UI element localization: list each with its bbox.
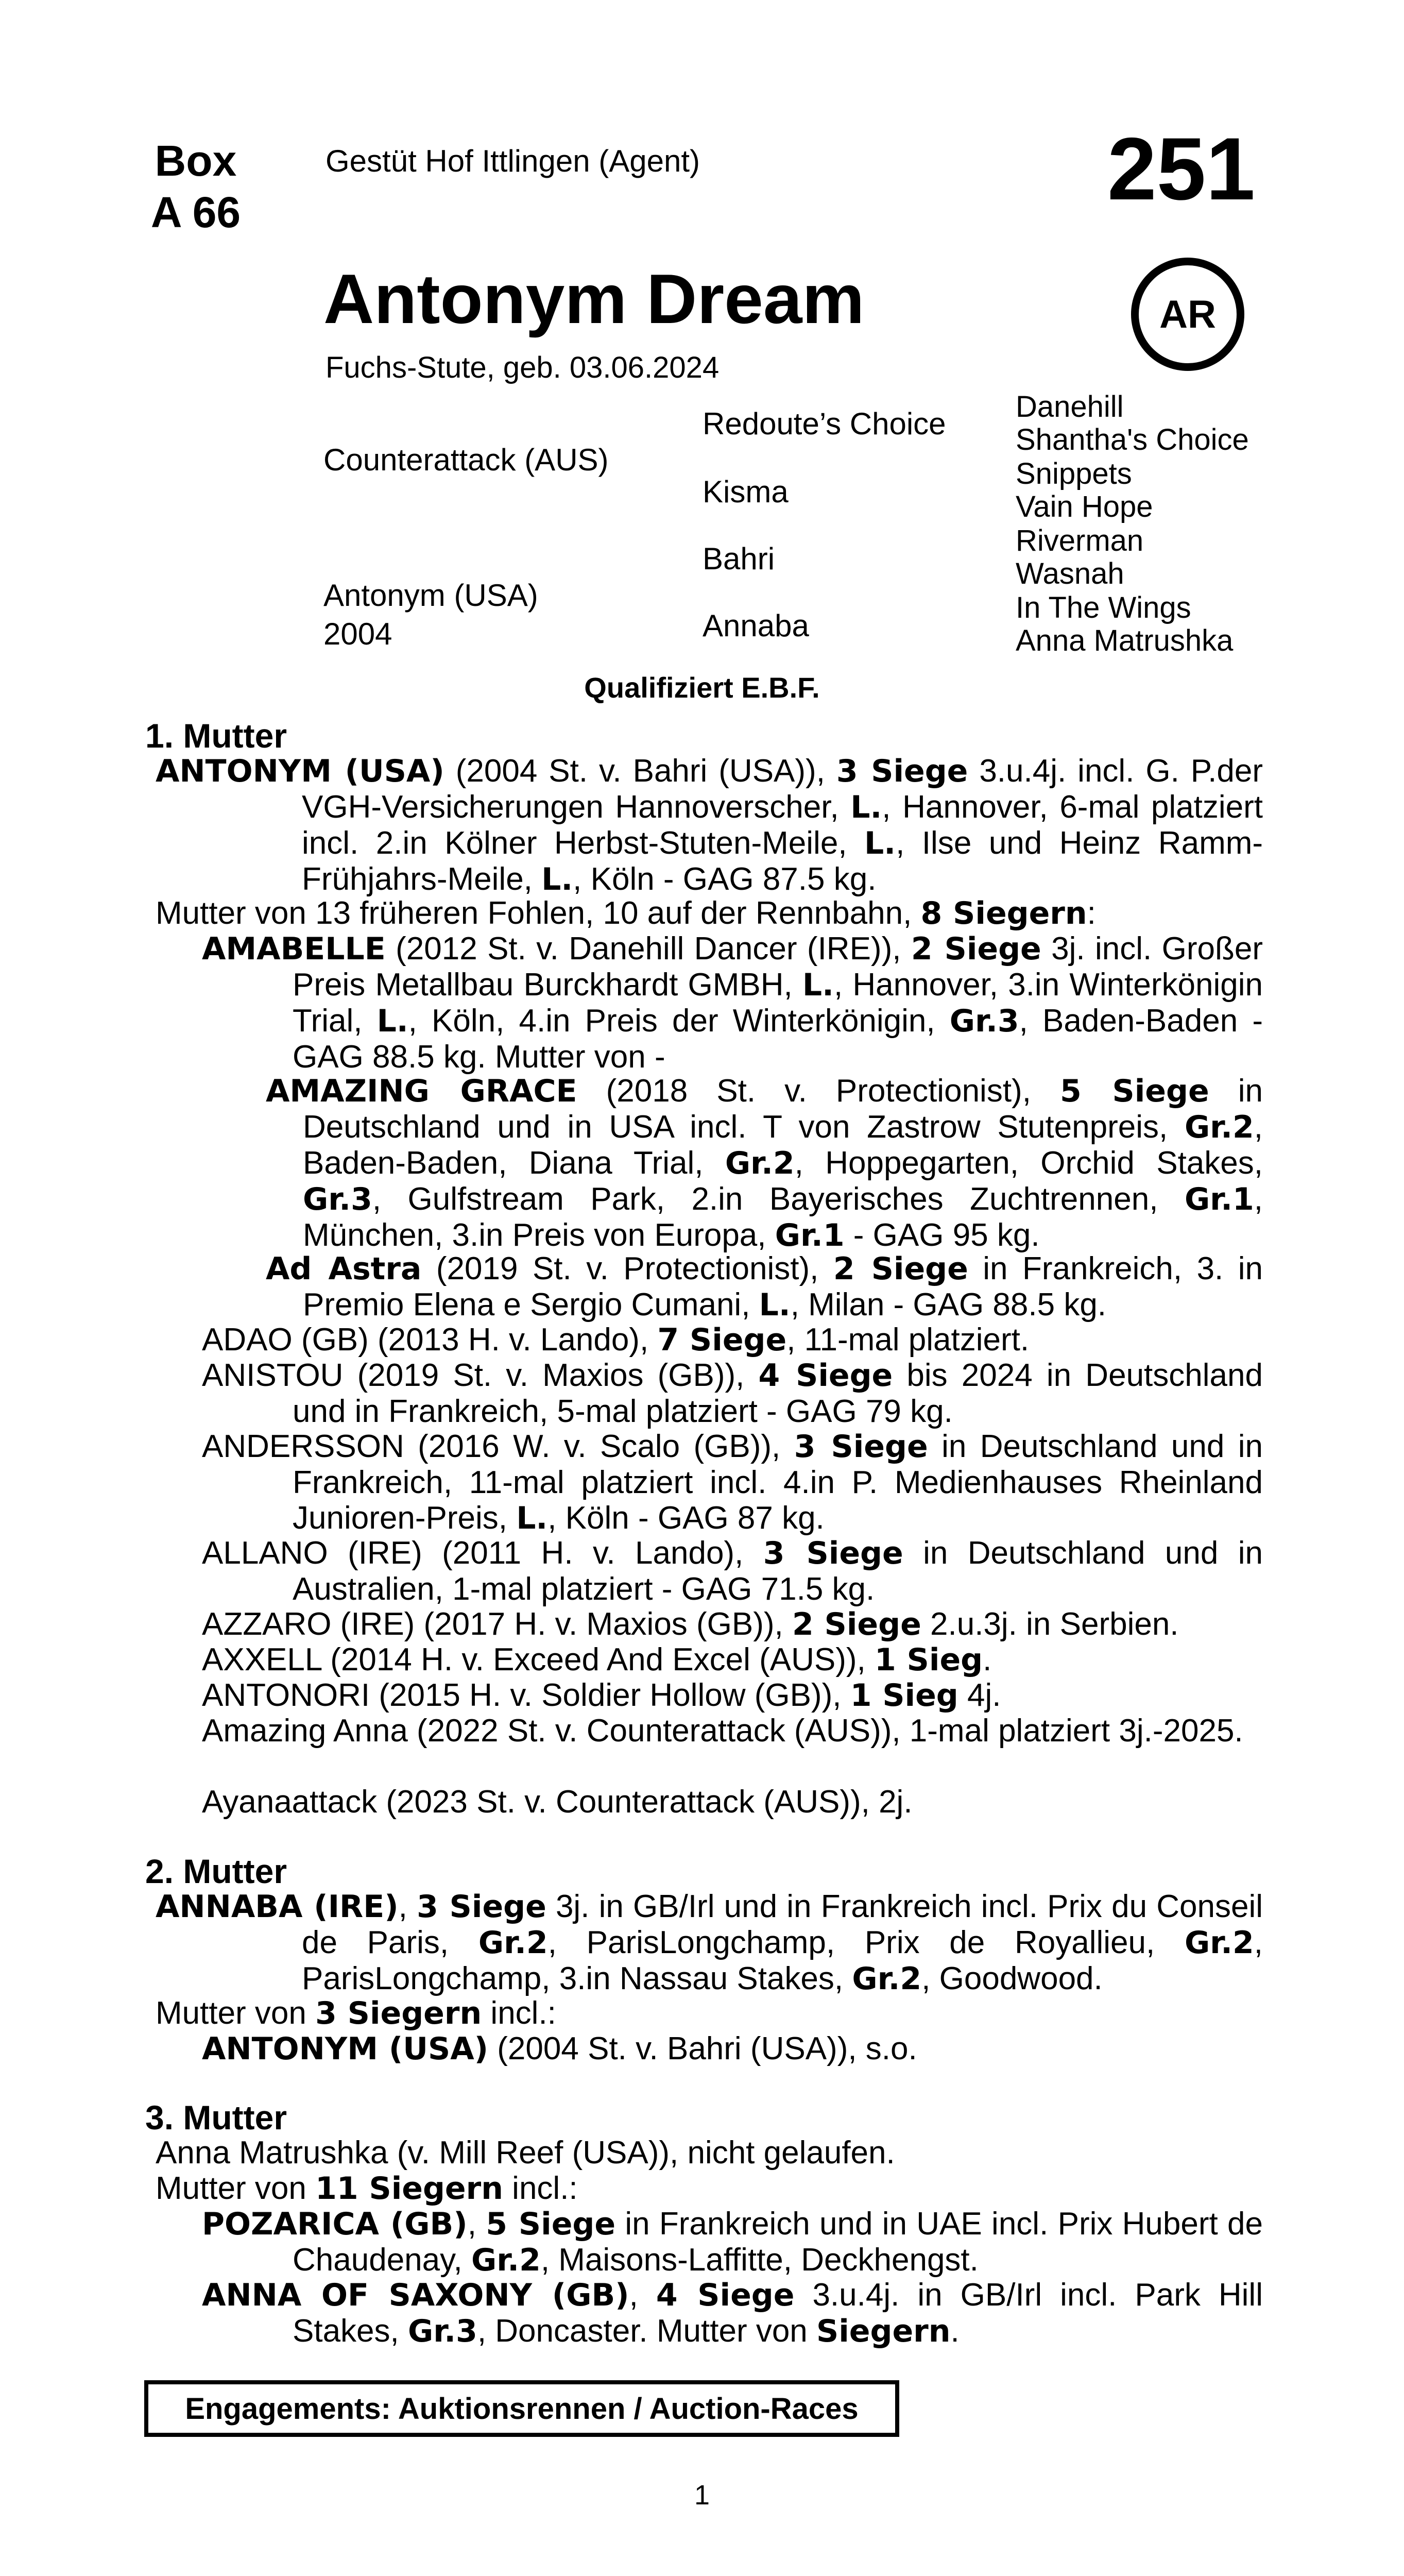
mutter1-dam-entry <box>156 753 1263 897</box>
agent-name: Gestüt Hof Ittlingen (Agent) <box>326 144 700 178</box>
horse-description: Fuchs-Stute, geb. 03.06.2024 <box>326 351 720 384</box>
mutter2-dam-entry <box>156 1889 1263 1997</box>
pedigree-dam-year: 2004 <box>323 617 392 651</box>
offspring-name: POZARICA (GB) <box>202 2206 468 2242</box>
text: (2004 St. v. Bahri (USA)), <box>444 753 836 789</box>
group-marker: Gr.3 <box>303 1181 372 1217</box>
mutter3-produce-summary <box>156 2171 1263 2207</box>
box-label <box>144 135 247 238</box>
listed-marker: L. <box>516 1500 548 1536</box>
text: incl.: <box>503 2171 578 2206</box>
text: , Maisons-Laffitte, Deckhengst. <box>540 2242 979 2278</box>
wins-count: 2 Siege <box>792 1606 921 1642</box>
text: , Doncaster. Mutter von <box>477 2313 817 2349</box>
winners-count: 11 Siegern <box>315 2171 503 2207</box>
text: , Gulfstream Park, 2.in Bayerisches Zuchtrennen, <box>372 1181 1185 1217</box>
horse-name: Antonym Dream <box>323 260 865 338</box>
text: AZZARO (IRE) (2017 H. v. Maxios (GB)), <box>202 1606 793 1642</box>
mutter3-dam-entry: Anna Matrushka (v. Mill Reef (USA)), nicht gelaufen. <box>156 2135 895 2171</box>
listed-marker: L. <box>376 1003 408 1039</box>
offspring-pozarica <box>202 2206 1263 2278</box>
text: , München, 3.in Preis von Europa, <box>303 1181 1263 1253</box>
text: 3j. incl. Großer Preis Metallbau Burckhardt GMBH, <box>293 931 1263 1003</box>
wins-count: 3 Siege <box>836 753 968 789</box>
pedigree-sire: Counterattack (AUS) <box>323 443 609 477</box>
pedigree-gen3-4: Vain Hope <box>1016 490 1153 523</box>
text: , Köln - GAG 87 kg. <box>547 1500 825 1536</box>
group-marker: Gr.2 <box>725 1145 795 1181</box>
group-marker: Gr.1 <box>775 1217 845 1253</box>
engagements-label: Engagements: Auktionsrennen / Auction-Races <box>185 2392 859 2426</box>
text: , Hannover, 3.in Winterkönigin Trial, <box>293 967 1263 1039</box>
text: , Köln, 4.in Preis der Winterkönigin, <box>408 1003 950 1039</box>
offspring-amabelle <box>202 931 1263 1075</box>
text: , Hannover, 6-mal platziert incl. 2.in Kölner Herbst-Stuten-Meile, <box>302 789 1263 861</box>
text: . <box>983 1642 992 1677</box>
text: . <box>950 2313 960 2349</box>
pedigree-sire-sire: Redoute’s Choice <box>703 406 946 441</box>
wins-count: 5 Siege <box>486 2206 616 2242</box>
wins-count: 3 Siege <box>763 1535 903 1571</box>
text: Mutter von <box>156 1995 316 2031</box>
text: Mutter von <box>156 2171 316 2206</box>
group-marker: Gr.3 <box>949 1003 1019 1039</box>
pedigree-gen3-7: In The Wings <box>1016 591 1191 624</box>
pedigree-gen3-3: Snippets <box>1016 457 1132 490</box>
text: AXXELL (2014 H. v. Exceed And Excel (AUS)), <box>202 1642 875 1677</box>
pedigree-dam: Antonym (USA) <box>323 578 538 613</box>
dam-name: ANNABA (IRE) <box>156 1889 399 1925</box>
mutter2-offspring-antonym <box>202 2031 1263 2067</box>
offspring-anistou <box>202 1358 1263 1429</box>
pedigree-gen3-6: Wasnah <box>1016 557 1124 590</box>
listed-marker: L. <box>802 967 834 1003</box>
text: 3j. in GB/Irl und in Frankreich incl. Prix du Conseil de Paris, <box>302 1889 1263 1960</box>
offspring-amazing-anna: Amazing Anna (2022 St. v. Counterattack (AUS)), 1-mal platziert 3j.-2025. <box>202 1713 1243 1749</box>
wins-count: 2 Siege <box>911 931 1041 967</box>
offspring-name: AMAZING GRACE <box>266 1073 577 1109</box>
section-heading-mutter-2: 2. Mutter <box>145 1852 287 1890</box>
text: , Köln - GAG 87.5 kg. <box>573 861 877 897</box>
text: in Deutschland und in USA incl. T von Zastrow Stutenpreis, <box>303 1073 1263 1145</box>
offspring-amazing-grace <box>266 1073 1263 1253</box>
text: , ParisLongchamp, 3.in Nassau Stakes, <box>302 1925 1263 1996</box>
pedigree-gen3-8: Anna Matrushka <box>1016 624 1234 657</box>
text: , 11-mal platziert. <box>786 1322 1030 1358</box>
offspring-anna-of-saxony <box>202 2277 1263 2349</box>
offspring-name: ANTONYM (USA) <box>202 2031 489 2067</box>
offspring-adao <box>202 1322 1263 1358</box>
text: (2019 St. v. Protectionist), <box>421 1251 833 1286</box>
group-marker: Gr.2 <box>478 1925 548 1961</box>
group-marker: Gr.1 <box>1184 1181 1254 1217</box>
text: ANISTOU (2019 St. v. Maxios (GB)), <box>202 1358 759 1393</box>
winners-marker: Siegern <box>816 2313 951 2349</box>
listed-marker: L. <box>759 1287 791 1323</box>
group-marker: Gr.2 <box>1184 1925 1254 1961</box>
text: ADAO (GB) (2013 H. v. Lando), <box>202 1322 658 1358</box>
wins-count: 1 Sieg <box>875 1642 983 1678</box>
text: in Deutschland und in Australien, 1-mal platziert - GAG 71.5 kg. <box>293 1535 1263 1607</box>
text: bis 2024 in Deutschland und in Frankreich, 5-mal platziert - GAG 79 kg. <box>293 1358 1263 1429</box>
offspring-andersson <box>202 1429 1263 1536</box>
text: , Goodwood. <box>921 1961 1103 1996</box>
text: , Baden-Baden, Diana Trial, <box>303 1109 1263 1181</box>
text: , <box>629 2277 656 2313</box>
text: in Frankreich, 3. in Premio Elena e Sergio Cumani, <box>303 1251 1263 1323</box>
pedigree-gen3-5: Riverman <box>1016 524 1144 557</box>
text: (2012 St. v. Danehill Dancer (IRE)), <box>385 931 911 967</box>
page-number: 1 <box>694 2480 710 2511</box>
dam-name: ANTONYM (USA) <box>156 753 444 789</box>
listed-marker: L. <box>541 861 573 897</box>
offspring-allano <box>202 1535 1263 1607</box>
wins-count: 4 Siege <box>656 2277 795 2313</box>
text: , <box>398 1889 417 1924</box>
section-heading-mutter-3: 3. Mutter <box>145 2098 287 2137</box>
offspring-axxell <box>202 1642 1263 1678</box>
text: incl.: <box>482 1995 556 2031</box>
wins-count: 7 Siege <box>657 1322 787 1358</box>
group-marker: Gr.2 <box>471 2242 541 2278</box>
qualification-note: Qualifiziert E.B.F. <box>584 671 820 704</box>
ar-badge-label: AR <box>1159 292 1216 336</box>
text: , ParisLongchamp, Prix de Royallieu, <box>547 1925 1185 1960</box>
box-label-line2: A 66 <box>150 188 241 236</box>
offspring-antonori <box>202 1677 1263 1714</box>
listed-marker: L. <box>850 789 882 825</box>
section-heading-mutter-1: 1. Mutter <box>145 717 287 755</box>
offspring-ad-astra <box>266 1251 1263 1323</box>
text: , Ilse und Heinz Ramm-Frühjahrs-Meile, <box>302 825 1263 897</box>
offspring-azzaro <box>202 1606 1263 1642</box>
text: 2.u.3j. in Serbien. <box>921 1606 1179 1642</box>
text: , Baden-Baden - GAG 88.5 kg. Mutter von - <box>293 1003 1263 1075</box>
winners-count: 3 Siegern <box>315 1995 482 2031</box>
wins-count: 1 Sieg <box>850 1677 958 1714</box>
group-marker: Gr.2 <box>852 1961 922 1997</box>
pedigree-gen3-1: Danehill <box>1016 390 1124 423</box>
engagements-box <box>144 2380 899 2437</box>
text: (2018 St. v. Protectionist), <box>577 1073 1060 1109</box>
offspring-name: ANNA OF SAXONY (GB) <box>202 2277 629 2313</box>
mutter1-produce-summary <box>156 895 1263 931</box>
pedigree-dam-dam: Annaba <box>703 608 809 643</box>
text: ALLANO (IRE) (2011 H. v. Lando), <box>202 1535 763 1571</box>
text: : <box>1087 895 1096 931</box>
text: , <box>467 2206 486 2242</box>
text: Mutter von 13 früheren Fohlen, 10 auf der Rennbahn, <box>156 895 921 931</box>
wins-count: 3 Siege <box>794 1429 928 1465</box>
pedigree-dam-sire: Bahri <box>703 541 775 576</box>
winners-count: 8 Siegern <box>920 895 1087 931</box>
ar-badge <box>1131 258 1244 371</box>
lot-number: 251 <box>1107 120 1255 218</box>
text: , Hoppegarten, Orchid Stakes, <box>794 1145 1263 1181</box>
wins-count: 3 Siege <box>417 1889 546 1925</box>
listed-marker: L. <box>864 825 896 861</box>
text: - GAG 95 kg. <box>844 1217 1040 1253</box>
text: ANDERSSON (2016 W. v. Scalo (GB)), <box>202 1429 794 1464</box>
text: 4j. <box>958 1677 1001 1713</box>
offspring-ayanaattack: Ayanaattack (2023 St. v. Counterattack (AUS)), 2j. <box>202 1784 913 1820</box>
offspring-name: AMABELLE <box>202 931 386 967</box>
wins-count: 4 Siege <box>758 1358 893 1394</box>
wins-count: 2 Siege <box>833 1251 968 1287</box>
offspring-name: Ad Astra <box>266 1251 422 1287</box>
pedigree-sire-dam: Kisma <box>703 474 789 509</box>
text: in Frankreich und in UAE incl. Prix Hubert de Chaudenay, <box>293 2206 1263 2278</box>
text: , Milan - GAG 88.5 kg. <box>790 1287 1107 1323</box>
text: in Deutschland und in Frankreich, 11-mal platziert incl. 4.in P. Medienhauses Rheinland Junioren-Preis, <box>293 1429 1263 1536</box>
text: 3.u.4j. in GB/Irl incl. Park Hill Stakes, <box>293 2277 1263 2349</box>
box-label-line1: Box <box>155 137 237 185</box>
pedigree-gen3-2: Shantha's Choice <box>1016 423 1249 456</box>
group-marker: Gr.2 <box>1184 1109 1254 1145</box>
text: ANTONORI (2015 H. v. Soldier Hollow (GB)), <box>202 1677 850 1713</box>
group-marker: Gr.3 <box>408 2313 477 2349</box>
mutter2-produce-summary <box>156 1995 1263 2031</box>
text: (2004 St. v. Bahri (USA)), s.o. <box>488 2031 917 2066</box>
wins-count: 5 Siege <box>1060 1073 1209 1109</box>
text: 3.u.4j. incl. G. P.der VGH-Versicherungen Hannoverscher, <box>302 753 1263 825</box>
